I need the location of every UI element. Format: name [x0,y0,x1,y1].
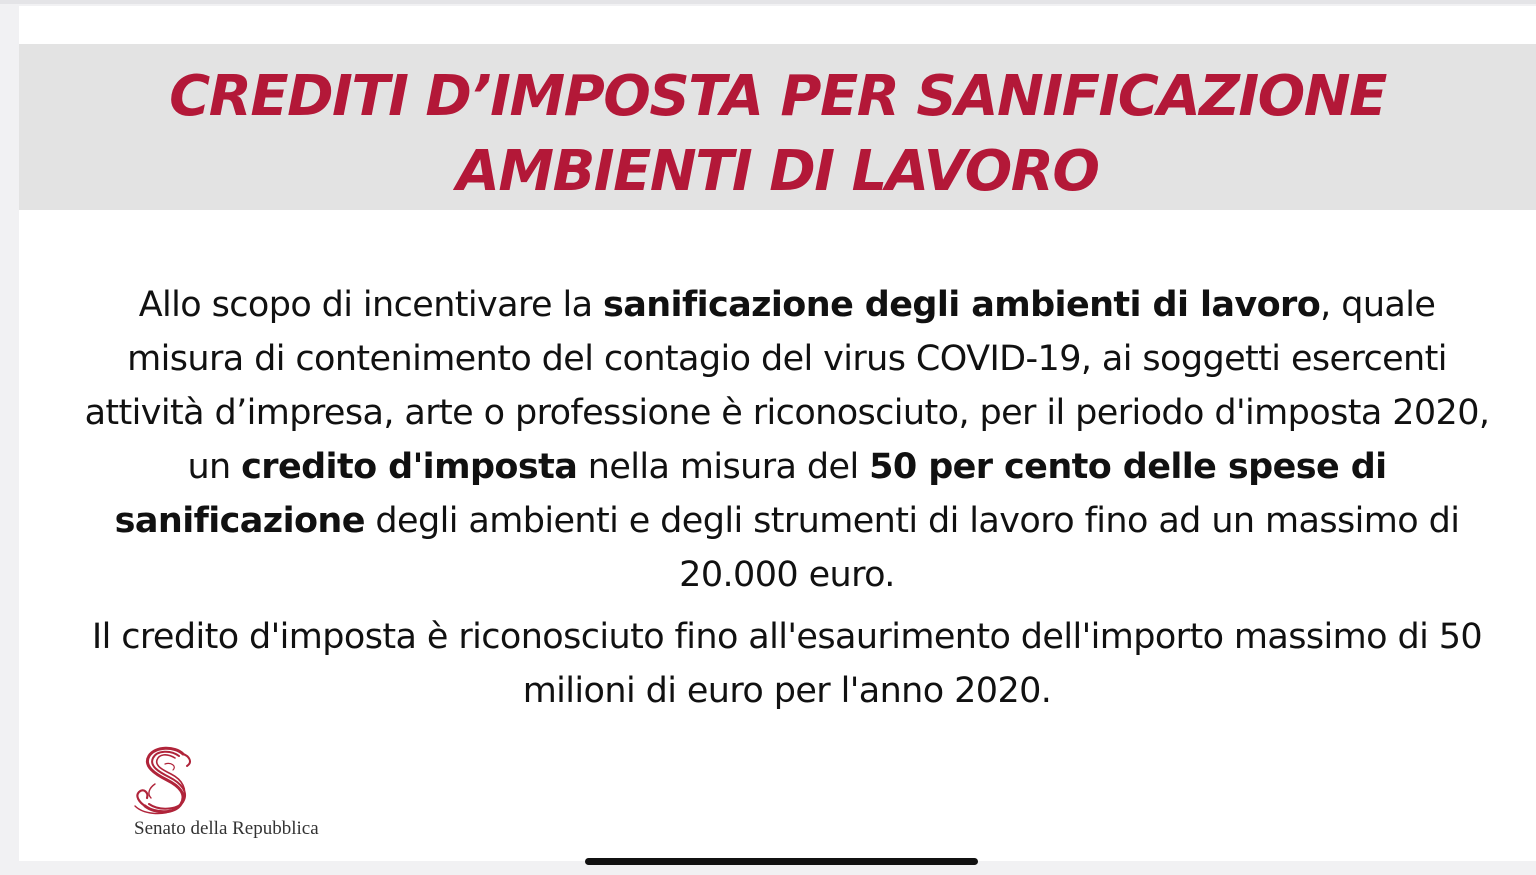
senato-s-emblem-icon [125,744,205,818]
top-strip [0,0,1536,4]
paragraph-1 [79,278,1495,602]
logo-text: Senato della Repubblica [134,818,319,839]
senato-logo [123,744,383,854]
paragraph-1-text-b: , quale misura di contenimento del contagio del virus COVID-19, ai soggetti esercenti attività d’impresa, arte o professione è riconosciuto, per il periodo d'imposta 2020, un [84,285,1490,487]
paragraph-1-bold-a: sanificazione degli ambienti di lavoro [602,285,1321,325]
slide-title [19,59,1536,209]
paragraph-1-bold-b: credito d'imposta [241,447,578,487]
paragraph-1-bold-c: 50 per cento delle spese di sanificazione [114,447,1387,541]
home-indicator-bar[interactable] [585,858,978,865]
slide-title-line-1: CREDITI D’IMPOSTA PER SANIFICAZIONE [169,64,1386,129]
paragraph-1-text-c: nella misura del [577,447,870,487]
slide-title-line-2: AMBIENTI DI LAVORO [456,139,1099,204]
paragraph-1-text-d: degli ambienti e degli strumenti di lavoro fino ad un massimo di 20.000 euro. [364,501,1460,595]
slide-body [79,278,1495,718]
slide [19,6,1536,861]
paragraph-1-text-a: Allo scopo di incentivare la [138,285,603,325]
paragraph-2: Il credito d'imposta è riconosciuto fino all'esaurimento dell'importo massimo di 50 milioni di euro per l'anno 2020. [91,617,1483,711]
